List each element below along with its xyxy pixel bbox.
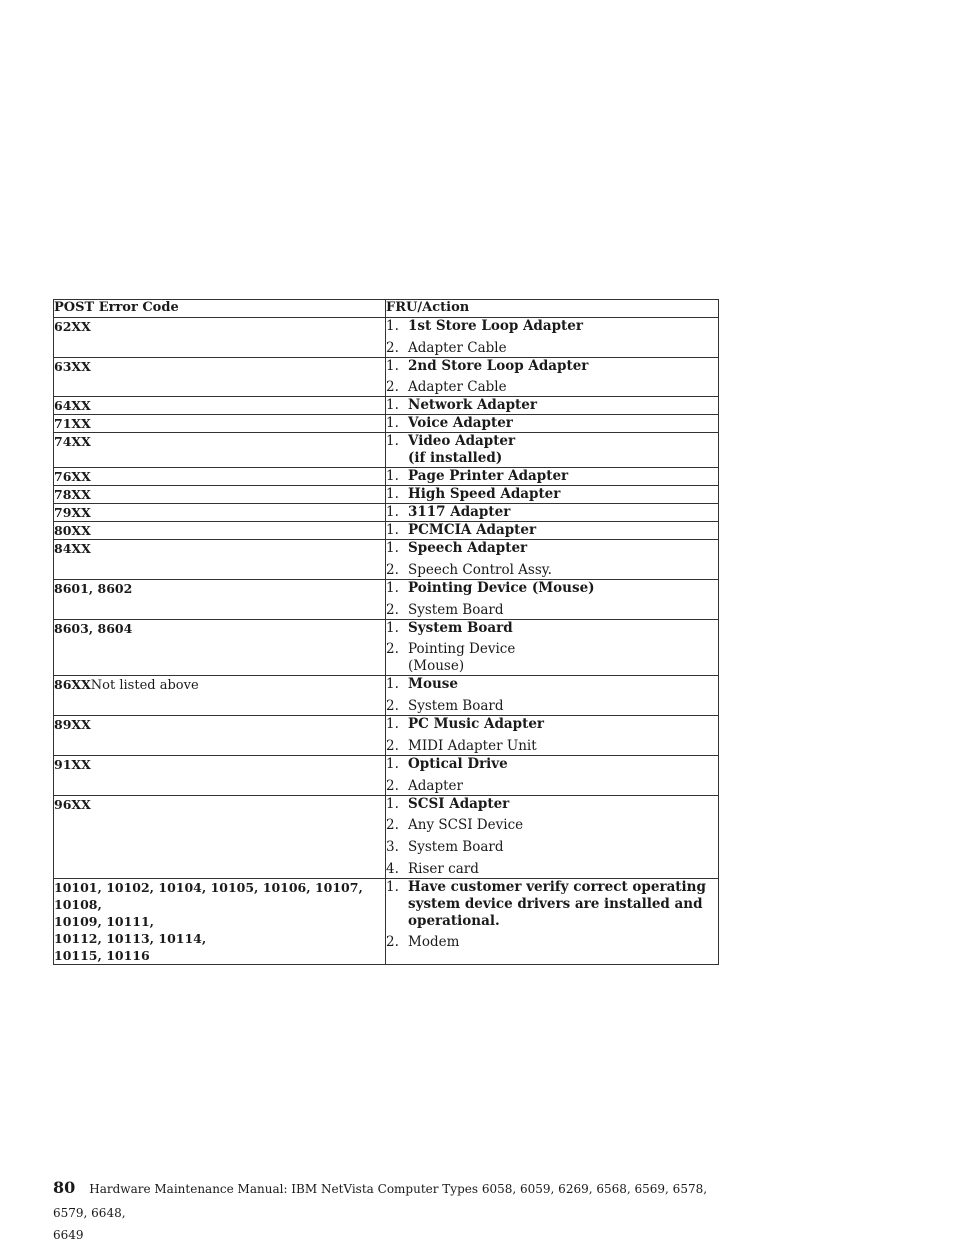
fru-item: [386, 778, 718, 795]
error-code-cell: [54, 468, 386, 486]
fru-item-text: System Board: [408, 601, 504, 618]
fru-item: [386, 934, 718, 951]
fru-item-text: High Speed Adapter: [408, 486, 561, 503]
fru-item-text: Riser card: [408, 860, 479, 877]
fru-item-text: PC Music Adapter: [408, 716, 545, 733]
footer-title-continued: 6649: [53, 1228, 84, 1242]
header-fru-action: FRU/Action: [386, 300, 719, 318]
table-row: [54, 716, 719, 756]
fru-item-text: Adapter Cable: [408, 379, 507, 396]
fru-item: [386, 562, 718, 579]
error-code: 91XX: [54, 756, 91, 772]
table-row: [54, 878, 719, 964]
fru-item-number: 1.: [386, 318, 399, 334]
fru-item-number: 1.: [386, 580, 399, 597]
fru-item-number: 2.: [386, 601, 399, 618]
fru-action-cell: [386, 795, 719, 878]
fru-item: [386, 397, 718, 414]
fru-item-text: 3117 Adapter: [408, 504, 511, 521]
error-code: 96XX: [54, 796, 91, 812]
error-code: 62XX: [54, 319, 91, 334]
fru-item-number: 3.: [386, 838, 399, 855]
fru-item-number: 1.: [386, 504, 399, 521]
error-code-cell: [54, 716, 386, 756]
fru-item-text: Mouse: [408, 676, 458, 693]
fru-action-cell: [386, 318, 719, 358]
table-row: [54, 357, 719, 397]
fru-item-number: 2.: [386, 379, 399, 396]
fru-item-text: System Board: [408, 698, 504, 715]
fru-action-cell: [386, 357, 719, 397]
table-header-row: [54, 300, 719, 318]
fru-item: [386, 796, 718, 813]
footer-line-1: [53, 1176, 719, 1225]
table-row: [54, 580, 719, 620]
error-code: 78XX: [54, 487, 91, 503]
table-row: [54, 397, 719, 415]
error-code: 80XX: [54, 523, 91, 539]
fru-item-text: 2nd Store Loop Adapter: [408, 357, 589, 374]
fru-item-number: 2.: [386, 934, 399, 951]
fru-item: [386, 738, 718, 755]
fru-item: [386, 641, 718, 675]
footer-line-2: [53, 1225, 719, 1245]
fru-item: [386, 468, 718, 485]
fru-item-text: SCSI Adapter: [408, 795, 510, 812]
table-row: [54, 433, 719, 468]
error-code: 10101, 10102, 10104, 10105, 10106, 10107, 10108, 10109, 10111, 10112, 10113, 10114, 10115, 10116: [54, 879, 363, 963]
fru-item: [386, 756, 718, 773]
fru-item-number: 2.: [386, 817, 399, 834]
fru-item: [386, 522, 718, 539]
error-code-cell: [54, 619, 386, 676]
fru-item-number: 2.: [386, 737, 399, 754]
footer-title: Hardware Maintenance Manual: IBM NetVista Computer Types 6058, 6059, 6269, 6568, 6569, 6578, 6579, 6648,: [53, 1182, 708, 1220]
fru-item: [386, 415, 718, 432]
fru-item-text: Network Adapter: [408, 397, 537, 414]
fru-item-number: 1.: [386, 795, 399, 812]
error-code-cell: [54, 676, 386, 716]
table-row: [54, 318, 719, 358]
error-code-cell: [54, 540, 386, 580]
fru-item: [386, 433, 718, 467]
error-code-cell: [54, 795, 386, 878]
header-post-error-code: POST Error Code: [54, 300, 386, 318]
table-row: [54, 522, 719, 540]
fru-item-number: 2.: [386, 641, 399, 658]
fru-action-cell: [386, 415, 719, 433]
error-code-cell: [54, 755, 386, 795]
fru-item-text: 1st Store Loop Adapter: [408, 318, 583, 334]
error-code: 8603, 8604: [54, 620, 133, 636]
page-number: 80: [53, 1178, 76, 1197]
fru-item-number: 1.: [386, 878, 399, 895]
error-code: 74XX: [54, 434, 91, 450]
fru-item-text: System Board: [408, 619, 513, 636]
error-code-cell: [54, 397, 386, 415]
fru-item-number: 1.: [386, 676, 399, 693]
fru-action-cell: [386, 878, 719, 964]
fru-item-text: Pointing Device (Mouse): [408, 580, 595, 597]
error-code-note: Not listed above: [90, 678, 199, 694]
fru-item-number: 1.: [386, 486, 399, 503]
fru-item-text: Have customer verify correct operating system device drivers are installed and operational.: [408, 878, 706, 929]
error-code: 63XX: [54, 358, 91, 374]
fru-item: [386, 839, 718, 856]
fru-item-text: Any SCSI Device: [408, 817, 524, 834]
error-code-cell: [54, 522, 386, 540]
fru-action-cell: [386, 486, 719, 504]
error-code-cell: [54, 357, 386, 397]
fru-item-number: 1.: [386, 755, 399, 772]
fru-item-text: Video Adapter (if installed): [408, 433, 516, 467]
fru-item: [386, 716, 718, 733]
error-code-cell: [54, 318, 386, 358]
fru-item-number: 1.: [386, 540, 399, 557]
fru-item: [386, 620, 718, 637]
fru-item-number: 2.: [386, 777, 399, 794]
fru-item: [386, 879, 718, 930]
fru-item: [386, 817, 718, 834]
fru-item-number: 2.: [386, 698, 399, 715]
error-code: 79XX: [54, 505, 91, 521]
error-code: 84XX: [54, 541, 91, 557]
fru-item-text: Speech Control Assy.: [408, 562, 552, 579]
fru-item: [386, 580, 718, 597]
fru-item: [386, 340, 718, 357]
fru-item-text: Optical Drive: [408, 755, 508, 772]
error-code-cell: [54, 415, 386, 433]
fru-item-number: 1.: [386, 522, 399, 539]
table-row: [54, 540, 719, 580]
fru-item: [386, 379, 718, 396]
error-code-cell: [54, 486, 386, 504]
fru-item-number: 1.: [386, 397, 399, 414]
fru-item: [386, 486, 718, 503]
error-code-cell: [54, 504, 386, 522]
fru-action-cell: [386, 716, 719, 756]
table-row: [54, 619, 719, 676]
fru-item-text: MIDI Adapter Unit: [408, 737, 537, 754]
table-row: [54, 468, 719, 486]
fru-item-number: 4.: [386, 860, 399, 877]
fru-item-number: 1.: [386, 415, 399, 432]
fru-item: [386, 602, 718, 619]
fru-item-number: 1.: [386, 716, 399, 733]
fru-item: [386, 318, 718, 335]
fru-item: [386, 861, 718, 878]
table-row: [54, 676, 719, 716]
fru-action-cell: [386, 580, 719, 620]
fru-item-text: Adapter Cable: [408, 339, 507, 356]
error-code-cell: [54, 580, 386, 620]
fru-item-text: Pointing Device (Mouse): [408, 641, 516, 675]
table-row: [54, 504, 719, 522]
fru-item-number: 2.: [386, 562, 399, 579]
error-code: 8601, 8602: [54, 581, 133, 597]
fru-item-number: 1.: [386, 433, 399, 450]
fru-action-cell: [386, 433, 719, 468]
fru-item-text: Modem: [408, 934, 460, 951]
fru-item-text: System Board: [408, 838, 504, 855]
fru-item-number: 1.: [386, 468, 399, 485]
fru-action-cell: [386, 540, 719, 580]
error-code: 76XX: [54, 469, 91, 485]
fru-item: [386, 358, 718, 375]
fru-action-cell: [386, 468, 719, 486]
fru-item-text: PCMCIA Adapter: [408, 522, 537, 539]
table-row: [54, 415, 719, 433]
table-row: [54, 755, 719, 795]
fru-action-cell: [386, 619, 719, 676]
post-error-table: [53, 299, 719, 965]
table-row: [54, 486, 719, 504]
table-body: [54, 318, 719, 965]
error-code: 64XX: [54, 398, 91, 414]
fru-item-number: 1.: [386, 619, 399, 636]
error-code: 71XX: [54, 416, 91, 432]
fru-action-cell: [386, 676, 719, 716]
fru-item-number: 1.: [386, 357, 399, 374]
fru-item-text: Page Printer Adapter: [408, 468, 569, 485]
error-code-cell: [54, 433, 386, 468]
fru-action-cell: [386, 504, 719, 522]
fru-item-text: Adapter: [408, 777, 463, 794]
table-row: [54, 795, 719, 878]
fru-item: [386, 698, 718, 715]
fru-item-number: 2.: [386, 339, 399, 356]
error-code: 89XX: [54, 717, 91, 733]
fru-item: [386, 540, 718, 557]
error-code-cell: [54, 878, 386, 964]
fru-item-text: Voice Adapter: [408, 415, 513, 432]
fru-action-cell: [386, 522, 719, 540]
fru-item: [386, 504, 718, 521]
fru-item-text: Speech Adapter: [408, 540, 528, 557]
fru-action-cell: [386, 755, 719, 795]
error-code: 86XX: [54, 677, 91, 693]
fru-action-cell: [386, 397, 719, 415]
fru-item: [386, 676, 718, 693]
